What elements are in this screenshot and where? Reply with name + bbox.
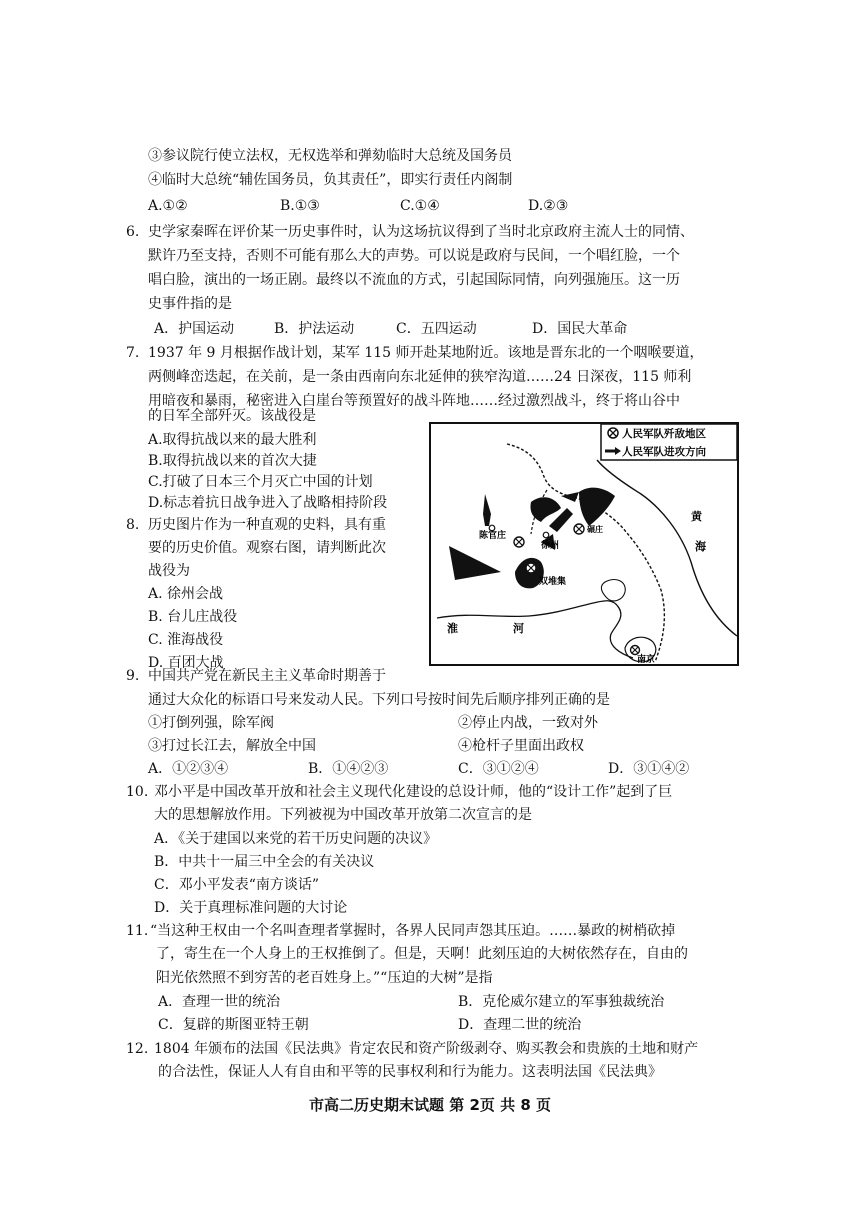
q8-line-1: 历史图片作为一种直观的史料，具有重 — [148, 517, 386, 533]
q10-option-b: B．中共十一届三中全会的有关决议 — [154, 854, 375, 870]
shuangduiji-label: 双堆集 — [539, 577, 567, 587]
q10-option-d: D．关于真理标准问题的大讨论 — [154, 900, 348, 916]
q9-option-d: D．③①④② — [608, 761, 690, 777]
q11-option-b: B．克伦威尔建立的军事独裁统治 — [458, 994, 665, 1010]
q9-statement-2: ②停止内战，一致对外 — [458, 715, 598, 731]
q6-line-1: 史学家秦晖在评价某一历史事件时，认为这场抗议得到了当时北京政府主流人士的同情、 — [148, 224, 694, 240]
q10-option-a: A．《关于建国以来党的若干历史问题的决议》 — [154, 831, 438, 847]
q7-option-b: B.取得抗战以来的首次大捷 — [148, 453, 317, 469]
q7-number: 7. — [126, 345, 140, 361]
q6-number: 6. — [126, 224, 140, 240]
q5-option-c: C.①④ — [400, 198, 440, 214]
q8-line-2: 要的历史价值。观察右图，请判断此次 — [148, 540, 386, 556]
q6-line-2: 默许乃至支持，否则不可能有那么大的声势。可以说是政府与民间，一个唱红脸，一个 — [148, 248, 680, 264]
q9-line-2: 通过大众化的标语口号来发动人民。下列口号按时间先后顺序排列正确的是 — [148, 692, 610, 708]
q9-statement-1: ①打倒列强，除军阀 — [148, 715, 274, 731]
q7-line-1: 1937 年 9 月根据作战计划，某军 115 师开赴某地附近。该地是晋东北的一个咽喉要道， — [148, 345, 704, 361]
chenguanzhuang-marker — [489, 525, 495, 531]
q11-line-1: “当这种王权由一个名叫查理者掌握时，各界人民同声怨其压迫。……暴政的树梢砍掉 — [150, 923, 676, 939]
q5-option-a: A.①② — [148, 198, 188, 214]
q9-option-c: C．③①②④ — [458, 761, 539, 777]
q5-option-d: D.②③ — [528, 198, 569, 214]
q9-statement-3: ③打过长江去，解放全中国 — [148, 738, 316, 754]
q6-line-4: 史事件指的是 — [148, 296, 232, 312]
chenguanzhuang-label: 陈官庄 — [479, 531, 507, 541]
q7-line-4: 的日军全部歼灭。该战役是 — [148, 408, 316, 424]
q5-statement-3: ③参议院行使立法权，无权选举和弹劾临时大总统及国务员 — [148, 148, 512, 164]
q11-option-c: C．复辟的斯图亚特王朝 — [158, 1017, 309, 1033]
q11-line-3: 阳光依然照不到穷苦的老百姓身上。”“压迫的大树”是指 — [156, 970, 493, 986]
q10-line-2: 大的思想解放作用。下列被视为中国改革开放第二次宣言的是 — [154, 807, 532, 823]
q8-option-a: A. 徐州会战 — [148, 586, 224, 602]
q12-line-1: 1804 年颁布的法国《民法典》肯定农民和资产阶级剥夺、购买教会和贵族的土地和财产 — [154, 1041, 699, 1057]
q8-line-3: 战役为 — [148, 563, 190, 579]
page-footer: 市高二历史期末试题 第 2页 共 8 页 — [309, 1096, 551, 1114]
q11-option-a: A．查理一世的统治 — [158, 994, 281, 1010]
q11-line-2: 了，寄生在一个人身上的王权推倒了。但是，天啊！此刻压迫的大树依然存在，自由的 — [156, 946, 688, 962]
q7-option-d: D.标志着抗日战争进入了战略相持阶段 — [148, 495, 388, 511]
xuzhou-marker — [543, 532, 549, 538]
q11-option-d: D．查理二世的统治 — [458, 1017, 582, 1033]
q8-option-d: D. 百团大战 — [148, 655, 224, 671]
q9-line-1: 中国共产党在新民主主义革命时期善于 — [148, 668, 386, 684]
q6-line-3: 唱白脸，演出的一场正剧。最终以不流血的方式，引起国际同情，向列强施压。这一历 — [148, 272, 680, 288]
q6-option-c: C．五四运动 — [396, 321, 477, 337]
q7-line-3: 用暗夜和暴雨，秘密进入白崖台等预置好的战斗阵地……经过激烈战斗，终于将山谷中 — [148, 393, 680, 409]
q10-line-1: 邓小平是中国改革开放和社会主义现代化建设的总设计师，他的“设计工作”起到了巨 — [154, 784, 673, 800]
huaihai-battle-map — [429, 422, 739, 666]
q7-line-2: 两侧峰峦迭起，在关前，是一条由西南向东北延伸的狭窄沟道……24 日深夜，115 师利 — [148, 369, 692, 385]
sea-label-hai: 海 — [695, 540, 706, 553]
river-label-he: 河 — [513, 622, 524, 635]
q5-option-b: B.①③ — [280, 198, 320, 214]
q7-option-c: C.打破了日本三个月灭亡中国的计划 — [148, 474, 373, 490]
q12-line-2: 的合法性，保证人人有自由和平等的民事权利和行为能力。这表明法国《民法典》 — [158, 1064, 662, 1080]
q9-statement-4: ④枪杆子里面出政权 — [458, 738, 584, 754]
q11-number: 11. — [126, 923, 149, 939]
q6-option-a: A．护国运动 — [154, 321, 235, 337]
q7-option-a: A.取得抗战以来的最大胜利 — [148, 432, 317, 448]
legend-arrow-label: 人民军队进攻方向 — [622, 446, 706, 458]
nianzhuang-label: 碾庄 — [587, 525, 603, 534]
nanjing-label: 南京 — [637, 655, 656, 665]
q10-option-c: C．邓小平发表“南方谈话” — [154, 877, 320, 893]
q8-number: 8. — [126, 517, 140, 533]
q8-option-c: C. 淮海战役 — [148, 632, 224, 648]
q5-statement-4: ④临时大总统“辅佐国务员，负其责任”，即实行责任内阁制 — [148, 172, 513, 188]
river-label-huai: 淮 — [447, 622, 458, 635]
q9-option-a: A．①②③④ — [148, 761, 229, 777]
q9-option-b: B．①④②③ — [308, 761, 389, 777]
q12-number: 12. — [126, 1041, 149, 1057]
q6-option-b: B．护法运动 — [274, 321, 355, 337]
xuzhou-label: 徐州 — [541, 541, 560, 551]
q8-option-b: B. 台儿庄战役 — [148, 609, 238, 625]
sea-label-huang: 黄 — [691, 510, 702, 523]
q6-option-d: D．国民大革命 — [532, 321, 628, 337]
legend-area-label: 人民军队歼敌地区 — [622, 428, 706, 440]
q9-number: 9. — [126, 668, 140, 684]
q10-number: 10. — [126, 784, 149, 800]
